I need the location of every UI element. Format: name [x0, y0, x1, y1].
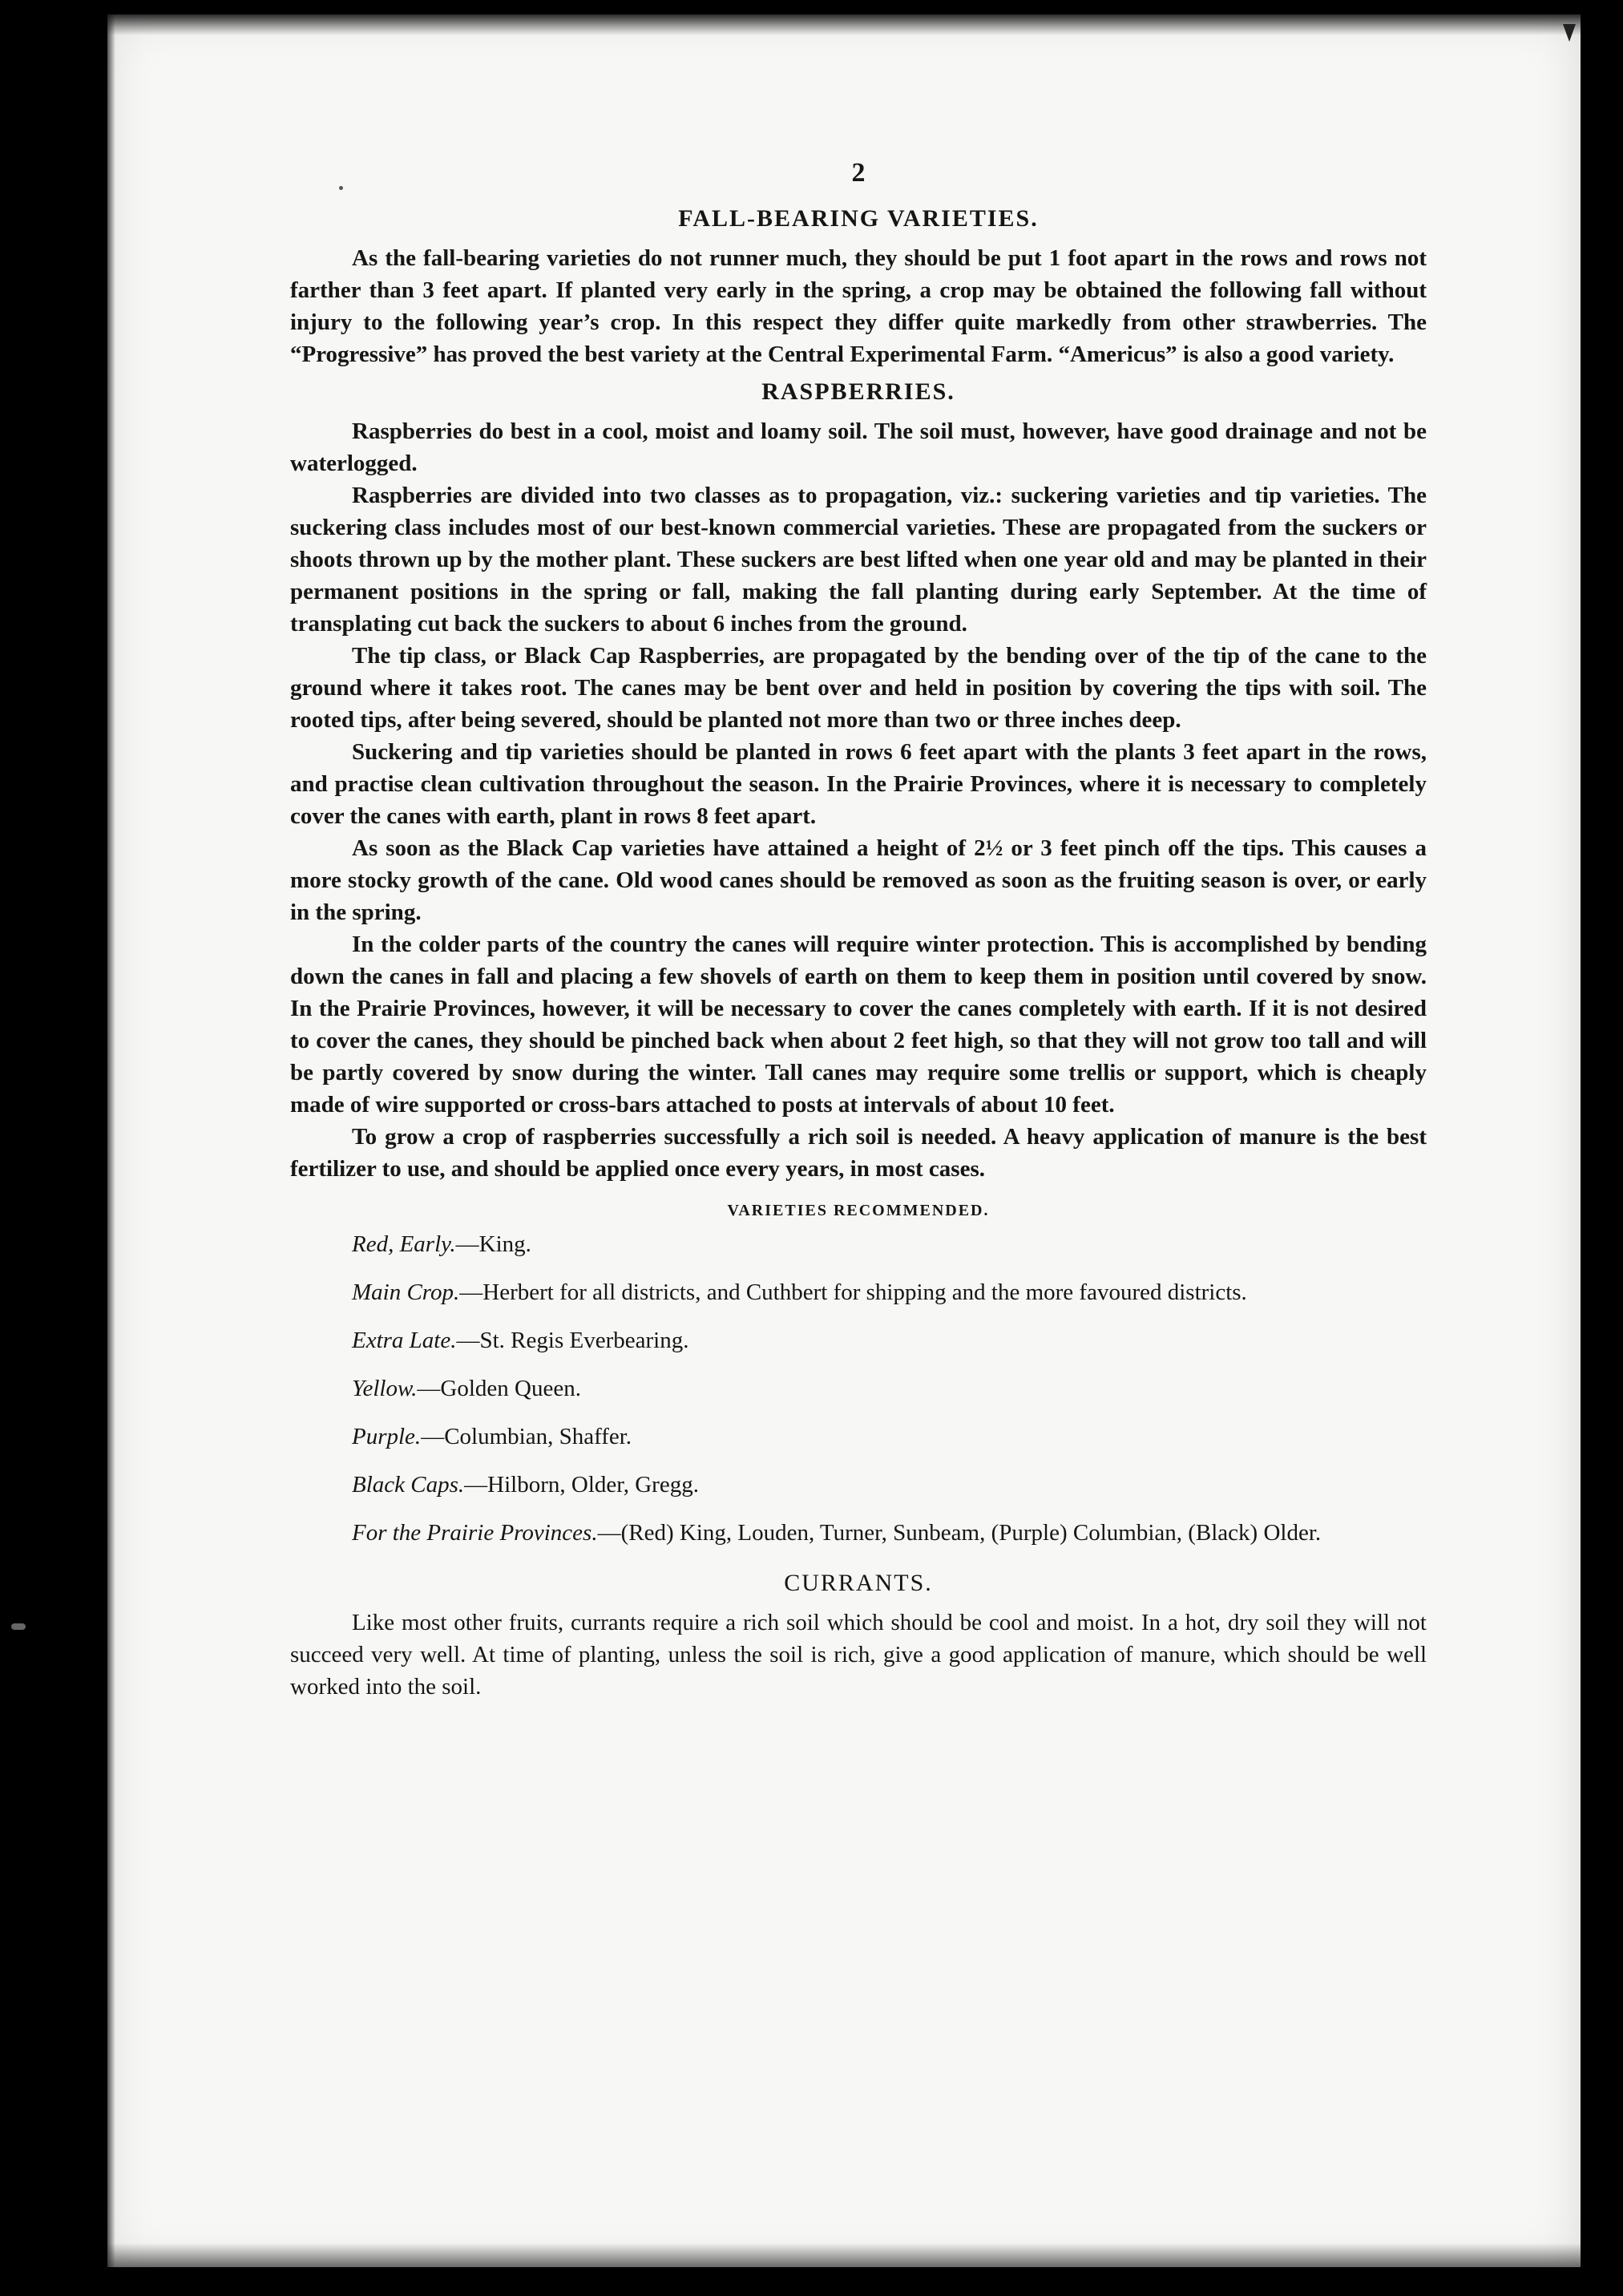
paragraph: The tip class, or Black Cap Raspberries, are propagated by the bending over of the tip of the cane to the ground where it takes root. The canes may be bent over and held in position by covering the tips with soil. The rooted tips, after being severed, should be planted not more than two or three inches deep.: [290, 643, 1427, 733]
variety-item: [290, 1228, 1427, 1260]
page-content: [290, 157, 1427, 1706]
heading-raspberries: RASPBERRIES.: [761, 378, 955, 405]
variety-item: [290, 1372, 1427, 1405]
variety-item: [290, 1469, 1427, 1501]
variety-label: Extra Late.: [352, 1328, 457, 1353]
paragraph: Like most other fruits, currants require a rich soil which should be cool and moist. In a hot, dry soil they will not succeed very well. At time of planting, unless the soil is rich, give a good application of manure, which should be well worked into the soil.: [290, 1610, 1427, 1700]
variety-text: —Hilborn, Older, Gregg.: [464, 1472, 699, 1498]
variety-text: —Golden Queen.: [417, 1376, 581, 1401]
page-number: 2: [851, 158, 866, 188]
variety-label: Yellow.: [352, 1376, 418, 1401]
section-fall-bearing: [290, 200, 1427, 370]
variety-text: —St. Regis Everbearing.: [456, 1328, 689, 1353]
heading-currants: CURRANTS.: [784, 1570, 933, 1596]
variety-text: —(Red) King, Louden, Turner, Sunbeam, (Purple) Columbian, (Black) Older.: [597, 1520, 1322, 1546]
page-left-shadow: [107, 14, 115, 2267]
variety-item: [290, 1517, 1427, 1549]
variety-text: —King.: [455, 1231, 531, 1257]
variety-text: —Herbert for all districts, and Cuthbert for shipping and the more favoured districts.: [459, 1279, 1247, 1305]
variety-text: —Columbian, Shaffer.: [421, 1424, 632, 1449]
paragraph: As soon as the Black Cap varieties have attained a height of 2½ or 3 feet pinch off the tips. This causes a more stocky growth of the cane. Old wood canes should be removed as soon as the fruiting season is over, or early in the spring.: [290, 835, 1427, 925]
section-raspberries: [290, 374, 1427, 1185]
section-currants: [290, 1565, 1427, 1703]
variety-label: Purple.: [352, 1424, 422, 1449]
variety-item: [290, 1421, 1427, 1453]
section-varieties-recommended: [290, 1198, 1427, 1549]
paragraph: To grow a crop of raspberries successfully a rich soil is needed. A heavy application of manure is the best fertilizer to use, and should be applied once every years, in most cases.: [290, 1124, 1427, 1182]
paragraph: Suckering and tip varieties should be planted in rows 6 feet apart with the plants 3 feet apart in the rows, and practise clean cultivation throughout the season. In the Prairie Provinces, where it is necessary to completely cover the canes with earth, plant in rows 8 feet apart.: [290, 739, 1427, 829]
corner-fold-mark: [1563, 24, 1576, 42]
variety-item: [290, 1276, 1427, 1308]
variety-item: [290, 1324, 1427, 1356]
page-top-shadow: [107, 14, 1581, 35]
heading-fall-bearing: FALL-BEARING VARIETIES.: [678, 205, 1039, 232]
variety-label: Black Caps.: [352, 1472, 465, 1498]
paragraph: In the colder parts of the country the canes will require winter protection. This is accomplished by bending down the canes in fall and placing a few shovels of earth on them to keep them in position until covered by snow. In the Prairie Provinces, however, it will be necessary to cover the canes completely with earth. If it is not desired to cover the canes, they should be pinched back when about 2 feet high, so that they will not grow too tall and will be partly covered by snow during the winter. Tall canes may require some trellis or support, which is cheaply made of wire supported or cross-bars attached to posts at intervals of about 10 feet.: [290, 932, 1427, 1118]
margin-speck: [11, 1623, 26, 1630]
variety-label: For the Prairie Provinces.: [352, 1520, 598, 1546]
heading-varieties-recommended: VARIETIES RECOMMENDED.: [727, 1202, 990, 1219]
paragraph: Raspberries do best in a cool, moist and loamy soil. The soil must, however, have good drainage and not be waterlogged.: [290, 418, 1427, 476]
variety-label: Red, Early.: [352, 1231, 456, 1257]
paragraph: Raspberries are divided into two classes as to propagation, viz.: suckering varieties and tip varieties. The suckering class includes most of our best-known commercial varieties. These are propagated from the suckers or shoots thrown up by the mother plant. These suckers are best lifted when one year old and may be planted in their permanent positions in the spring or fall, making the fall planting during early September. At the time of transplating cut back the suckers to about 6 inches from the ground.: [290, 483, 1427, 637]
variety-label: Main Crop.: [352, 1279, 460, 1305]
paragraph: As the fall-bearing varieties do not runner much, they should be put 1 foot apart in the rows and rows not farther than 3 feet apart. If planted very early in the spring, a crop may be obtained the following fall without injury to the following year’s crop. In this respect they differ quite markedly from other strawberries. The “Progressive” has proved the best variety at the Central Experimental Farm. “Americus” is also a good variety.: [290, 245, 1427, 367]
page-bottom-shadow: [107, 2243, 1581, 2267]
